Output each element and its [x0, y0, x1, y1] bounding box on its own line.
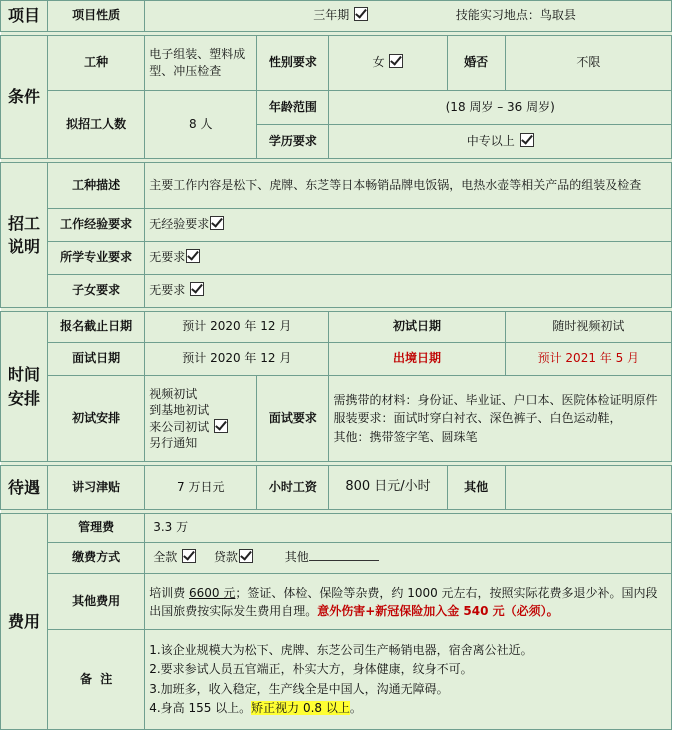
interview-req-line: 服装要求：面试时穿白衬衣、深色裤子、白色运动鞋，: [333, 411, 622, 426]
prelim-date-value: 随时视频初试: [505, 312, 671, 343]
children-value: [145, 275, 672, 308]
allowance-label: 讲习津贴: [48, 466, 145, 510]
interview-req-line: 需携带的材料：身份证、毕业证、户口本、医院体检证明原件: [333, 392, 658, 407]
gender-value: [329, 36, 447, 91]
insurance-fee-note: 意外伤害+新冠保险加入金 540 元（必须）。: [317, 603, 559, 618]
notes-label: 备 注: [48, 630, 145, 730]
checkbox-checked-icon: [210, 216, 224, 230]
job-type-label: 工种: [48, 36, 145, 91]
note-line: 3.加班多，收入稳定，生产线全是中国人，沟通无障碍。: [149, 681, 449, 696]
gender-text: 女: [372, 55, 385, 70]
mgmt-fee-value: [145, 514, 672, 543]
major-label: 所学专业要求: [48, 242, 145, 275]
checkbox-checked-icon: [354, 7, 368, 21]
allowance-value: 7 万日元: [145, 466, 257, 510]
note-line: 1.该企业规模大为松下、虎牌、东芝公司生产畅销电器，宿舍离公社近。: [149, 643, 533, 658]
prelim-arrange-label: 初试安排: [48, 376, 145, 462]
deadline-label: 报名截止日期: [48, 312, 145, 343]
other-fee-label: 其他费用: [48, 574, 145, 630]
prelim-arrange-options: [145, 376, 257, 462]
pay-other-blank: [309, 550, 379, 561]
section-treatment: 待遇: [1, 466, 48, 510]
interview-date-value: 预计 2020 年 12 月: [145, 343, 329, 376]
checkbox-checked-icon: [214, 419, 228, 433]
major-value: [145, 242, 672, 275]
experience-text: 无经验要求: [149, 217, 210, 232]
training-fee-amount: 6600 元: [189, 585, 236, 600]
checkbox-checked-icon: [520, 133, 534, 147]
deadline-value: 预计 2020 年 12 月: [145, 312, 329, 343]
marital-label: 婚否: [447, 36, 505, 91]
gender-label: 性别要求: [257, 36, 329, 91]
pay-other-text: 其他: [284, 550, 309, 565]
note4-post: 。: [349, 700, 362, 715]
prelim-option-text: 来公司初试: [149, 419, 210, 434]
payment-method-label: 缴费方式: [48, 543, 145, 574]
checkbox-checked-icon: [389, 54, 403, 68]
job-type-value: 电子组装、塑料成型、冲压检查: [145, 36, 257, 91]
depart-date-label: 出境日期: [329, 343, 505, 376]
job-desc-label: 工种描述: [48, 163, 145, 209]
checkbox-checked-icon: [186, 249, 200, 263]
notes-value: [145, 630, 672, 730]
other-label: 其他: [447, 466, 505, 510]
mgmt-fee-label: 管理费: [48, 514, 145, 543]
marital-value: 不限: [505, 36, 671, 91]
checkbox-checked-icon: [182, 549, 196, 563]
children-text: 无要求: [149, 283, 186, 298]
note4-pre: 4.身高 155 以上。: [149, 700, 252, 715]
other-fee-pre: 培训费: [149, 585, 190, 600]
hourly-label: 小时工资: [257, 466, 329, 510]
note-line: [149, 699, 667, 718]
prelim-option: 到基地初试: [149, 403, 210, 418]
depart-date-value: 预计 2021 年 5 月: [505, 343, 671, 376]
age-value: (18 周岁 – 36 周岁): [329, 91, 672, 125]
interview-req-value: [329, 376, 672, 462]
other-fee-value: [145, 574, 672, 630]
interview-req-label: 面试要求: [257, 376, 329, 462]
header-project-cell: 项目: [1, 1, 48, 32]
headcount-label: 拟招工人数: [48, 91, 145, 159]
prelim-option-checked: [149, 419, 252, 435]
interview-date-label: 面试日期: [48, 343, 145, 376]
vision-requirement-highlight: 矫正视力 0.8 以上: [251, 700, 350, 715]
note-line: 2.要求参试人员五官端正，朴实大方，身体健康，纹身不可。: [149, 662, 473, 677]
mgmt-fee-text: 3.3 万: [153, 520, 189, 535]
section-fees: 费用: [1, 514, 48, 730]
section-recruit-line2: 说明: [8, 237, 41, 256]
location-text: 技能实习地点：鸟取县: [455, 8, 576, 23]
section-recruit-line1: 招工: [8, 213, 41, 233]
section-schedule-line1: 时间: [8, 365, 41, 385]
experience-value: [145, 209, 672, 242]
payment-method-value: [145, 543, 672, 574]
checkbox-checked-icon: [239, 549, 253, 563]
prelim-option: 另行通知: [149, 435, 198, 450]
major-text: 无要求: [149, 250, 186, 265]
project-nature-value: [145, 1, 672, 32]
experience-label: 工作经验要求: [48, 209, 145, 242]
other-value: [505, 466, 671, 510]
other-fee-mid: ；签证、体检、保险等杂费，约 1000 元左右，按照实际花费多退少补。国内段出国旅费按实际发生费用自理。: [149, 585, 658, 618]
education-text: 中专以上: [466, 133, 515, 148]
job-desc-value: 主要工作内容是松下、虎牌、东芝等日本畅销品牌电饭锅，电热水壶等相关产品的组装及检查: [145, 163, 672, 209]
education-value: [329, 125, 672, 159]
pay-full-text: 全款: [153, 550, 178, 565]
checkbox-checked-icon: [190, 282, 204, 296]
project-nature-label: 项目性质: [48, 1, 145, 32]
children-label: 子女要求: [48, 275, 145, 308]
section-schedule: [1, 312, 48, 462]
section-schedule-line2: 安排: [8, 388, 41, 408]
interview-req-line: 其他：携带签字笔、圆珠笔: [333, 429, 478, 444]
pay-loan-text: 贷款: [213, 550, 238, 565]
prelim-option: 视频初试: [149, 387, 198, 402]
nature-text: 三年期: [313, 8, 350, 23]
headcount-value: 8 人: [145, 91, 257, 159]
education-label: 学历要求: [257, 125, 329, 159]
section-conditions: 条件: [1, 36, 48, 159]
prelim-date-label: 初试日期: [329, 312, 505, 343]
age-label: 年龄范围: [257, 91, 329, 125]
section-recruit: [1, 163, 48, 308]
hourly-value: 800 日元/小时: [329, 466, 447, 510]
